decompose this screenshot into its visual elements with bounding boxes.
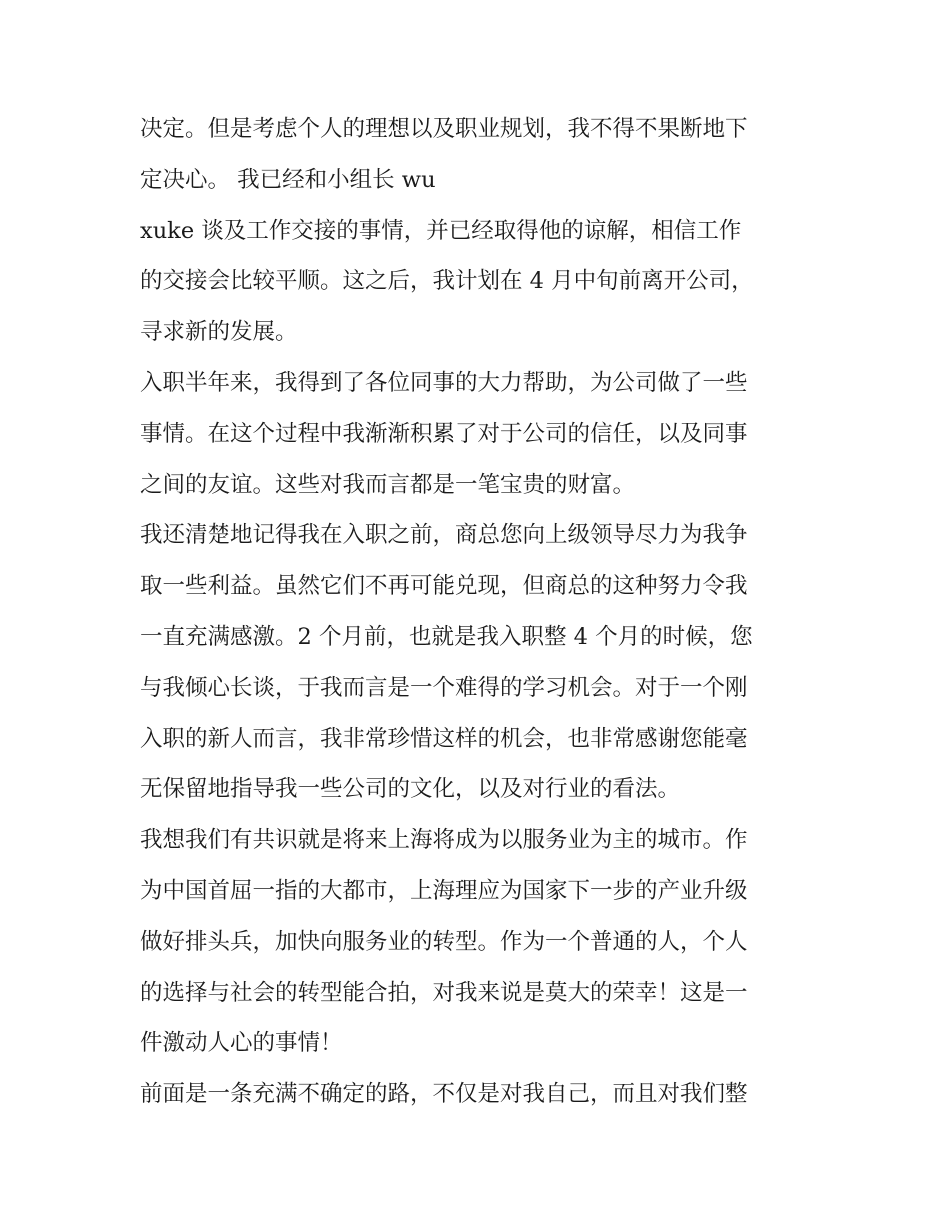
text-line: 入职的新人而言，我非常珍惜这样的机会，也非常感谢您能毫 <box>140 725 748 752</box>
text-line: 一直充满感激。2 个月前，也就是我入职整 4 个月的时候，您 <box>140 623 753 650</box>
text-line: 无保留地指导我一些公司的文化，以及对行业的看法。 <box>140 776 681 803</box>
text-line: 的选择与社会的转型能合拍，对我来说是莫大的荣幸！这是一 <box>140 979 748 1006</box>
text-line: 寻求新的发展。 <box>140 319 298 346</box>
text-line: 我还清楚地记得我在入职之前，商总您向上级领导尽力为我争 <box>140 522 748 549</box>
text-line: 为中国首屈一指的大都市，上海理应为国家下一步的产业升级 <box>140 877 748 904</box>
text-line: 做好排头兵，加快向服务业的转型。作为一个普通的人，个人 <box>140 928 748 955</box>
text-line: 定决心。 我已经和小组长 wu <box>140 166 436 193</box>
text-line: 件激动人心的事情！ <box>140 1030 343 1057</box>
text-line: 取一些利益。虽然它们不再可能兑现，但商总的这种努力令我 <box>140 573 748 600</box>
text-line: xuke 谈及工作交接的事情，并已经取得他的谅解，相信工作 <box>140 217 742 244</box>
text-line: 我想我们有共识就是将来上海将成为以服务业为主的城市。作 <box>140 827 748 854</box>
document-body <box>140 104 820 1120</box>
text-line: 的交接会比较平顺。这之后，我计划在 4 月中旬前离开公司， <box>140 268 754 295</box>
text-line: 前面是一条充满不确定的路，不仅是对我自己，而且对我们整 <box>140 1081 748 1108</box>
text-line: 决定。但是考虑个人的理想以及职业规划，我不得不果断地下 <box>140 116 748 142</box>
text-line: 事情。在这个过程中我渐渐积累了对于公司的信任，以及同事 <box>140 420 748 447</box>
text-line: 之间的友谊。这些对我而言都是一笔宝贵的财富。 <box>140 471 636 498</box>
text-line: 与我倾心长谈，于我而言是一个难得的学习机会。对于一个刚 <box>140 674 748 701</box>
text-line: 入职半年来，我得到了各位同事的大力帮助，为公司做了一些 <box>140 369 748 396</box>
